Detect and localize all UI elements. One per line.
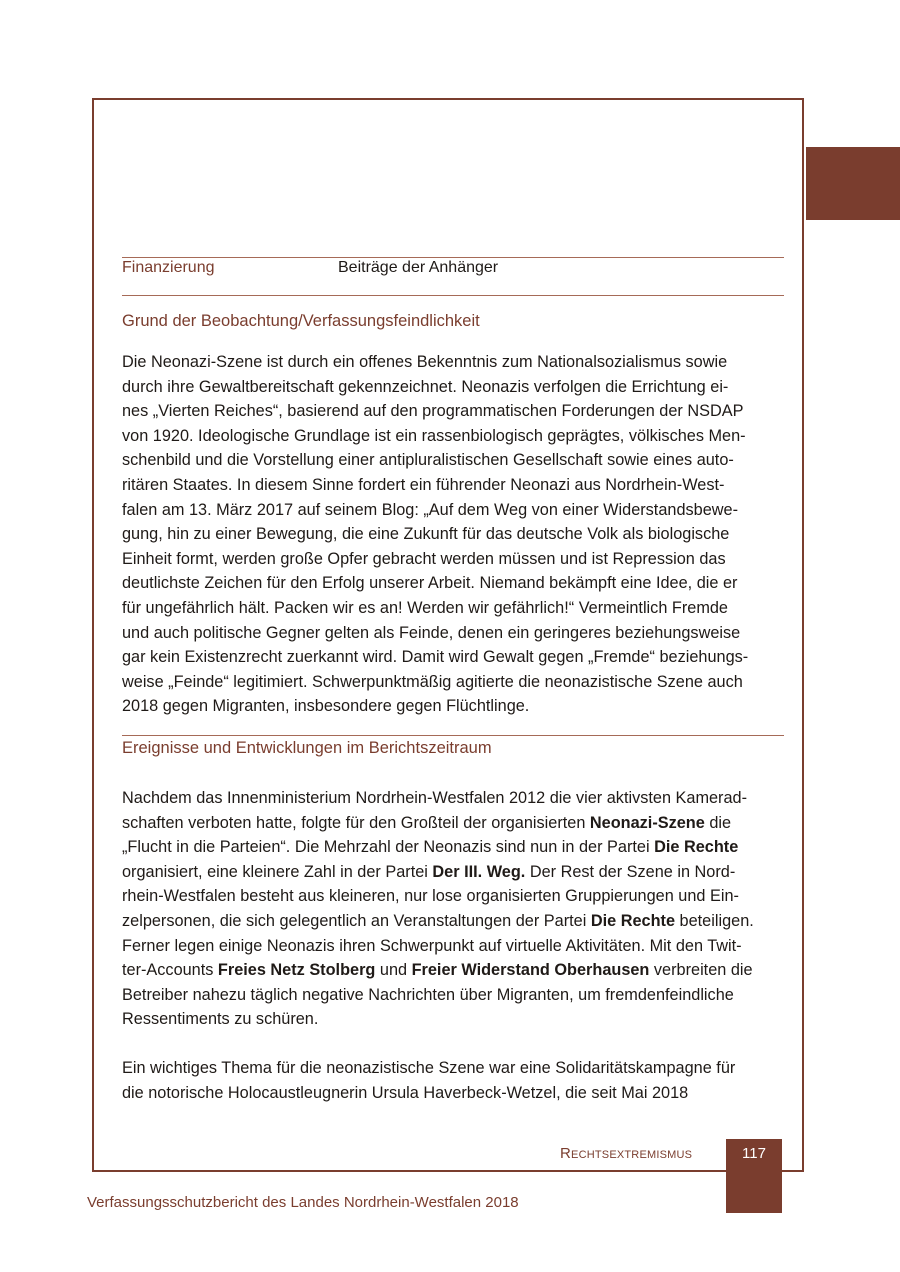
paragraph-line: von 1920. Ideologische Grundlage ist ein rassenbiologisch geprägtes, völkisches Men- <box>122 426 746 445</box>
report-title: Verfassungsschutzbericht des Landes Nordrhein-Westfalen 2018 <box>87 1194 519 1211</box>
paragraph-line: durch ihre Gewaltbereitschaft gekennzeichnet. Neonazis verfolgen die Errichtung ei- <box>122 377 729 396</box>
bold-term: Freier Widerstand Oberhausen <box>411 961 650 980</box>
paragraph-line: weise „Feinde“ legitimiert. Schwerpunktmäßig agitierte die neonazistische Szene auch <box>122 672 743 691</box>
paragraph-line: 2018 gegen Migranten, insbesondere gegen Flüchtlinge. <box>122 697 530 716</box>
paragraph-line: zelpersonen, die sich gelegentlich an Veranstaltungen der Partei Die Rechte beteiligen. <box>122 911 754 930</box>
financing-value: Beiträge der Anhänger <box>338 259 499 276</box>
paragraph-line: Ein wichtiges Thema für die neonazistische Szene war eine Solidaritätskampagne für <box>122 1059 736 1077</box>
paragraph-line: gung, hin zu einer Bewegung, die eine Zukunft für das deutsche Volk als biologische <box>122 525 730 544</box>
paragraph-line: gar kein Existenzrecht zuerkannt wird. Damit wird Gewalt gegen „Fremde“ beziehungs- <box>122 648 749 667</box>
financing-label: Finanzierung <box>122 259 215 276</box>
paragraph-line: nes „Vierten Reiches“, basierend auf den programmatischen Forderungen der NSDAP <box>122 402 744 421</box>
observation-paragraph <box>122 350 786 719</box>
paragraph-line: die notorische Holocaustleugnerin Ursula Haverbeck-Wetzel, die seit Mai 2018 <box>122 1083 689 1102</box>
running-section-label: Rechtsextremismus <box>560 1145 693 1162</box>
paragraph-line: „Flucht in die Parteien“. Die Mehrzahl der Neonazis sind nun in der Partei Die Rechte <box>122 838 739 857</box>
paragraph-line: für ungefährlich hält. Packen wir es an! Werden wir gefährlich!“ Vermeintlich Fremde <box>122 598 728 617</box>
paragraph-line: Ferner legen einige Neonazis ihren Schwerpunkt auf virtuelle Aktivitäten. Mit den Twit- <box>122 936 742 955</box>
events-paragraph-1 <box>122 786 786 1032</box>
chapter-side-tab <box>806 147 900 220</box>
paragraph-line: ter-Accounts Freies Netz Stolberg und Freier Widerstand Oberhausen verbreiten die <box>122 961 753 980</box>
section-heading-observation: Grund der Beobachtung/Verfassungsfeindlichkeit <box>122 312 480 330</box>
paragraph-line: schaften verboten hatte, folgte für den Großteil der organisierten Neonazi-Szene die <box>122 813 732 832</box>
bold-term: Die Rechte <box>654 838 739 857</box>
paragraph-line: rhein-Westfalen besteht aus kleineren, nur lose organisierten Gruppierungen und Ein- <box>122 887 739 906</box>
bold-term: Neonazi-Szene <box>589 813 705 832</box>
bold-term: Der III. Weg. <box>432 862 526 881</box>
bold-term: Die Rechte <box>590 911 676 930</box>
paragraph-line: und auch politische Gegner gelten als Feinde, denen ein geringeres beziehungsweise <box>122 623 741 642</box>
paragraph-line: Die Neonazi-Szene ist durch ein offenes Bekenntnis zum Nationalsozialismus sowie <box>122 353 728 371</box>
paragraph-line: organisiert, eine kleinere Zahl in der Partei Der III. Weg. Der Rest der Szene in Nord- <box>122 862 736 881</box>
table-bottom-rule <box>122 295 784 296</box>
page-number: 117 <box>742 1145 766 1162</box>
paragraph-line: Einheit formt, werden große Opfer gebracht werden müssen und ist Repression das <box>122 549 726 568</box>
paragraph-line: Nachdem das Innenministerium Nordrhein-Westfalen 2012 die vier aktivsten Kamerad- <box>122 789 748 807</box>
paragraph-line: ritären Staates. In diesem Sinne fordert ein führender Neonazi aus Nordrhein-West- <box>122 475 725 494</box>
paragraph-line: schenbild und die Vorstellung einer antipluralistischen Gesellschaft sowie eines auto- <box>122 451 734 470</box>
section-heading-events: Ereignisse und Entwicklungen im Berichtszeitraum <box>122 739 492 757</box>
bold-term: Freies Netz Stolberg <box>217 961 376 980</box>
table-top-rule <box>122 257 784 258</box>
paragraph-line: deutlichste Zeichen für den Erfolg unserer Arbeit. Niemand bekämpft eine Idee, die er <box>122 574 738 593</box>
section-divider <box>122 735 784 736</box>
events-paragraph-2 <box>122 1056 786 1105</box>
paragraph-line: Betreiber nahezu täglich negative Nachrichten über Migranten, um fremdenfeindliche <box>122 985 734 1004</box>
paragraph-line: Ressentiments zu schüren. <box>122 1010 319 1029</box>
paragraph-line: falen am 13. März 2017 auf seinem Blog: „Auf dem Weg von einer Widerstandsbewe- <box>122 500 738 519</box>
page-number-box <box>726 1139 782 1213</box>
